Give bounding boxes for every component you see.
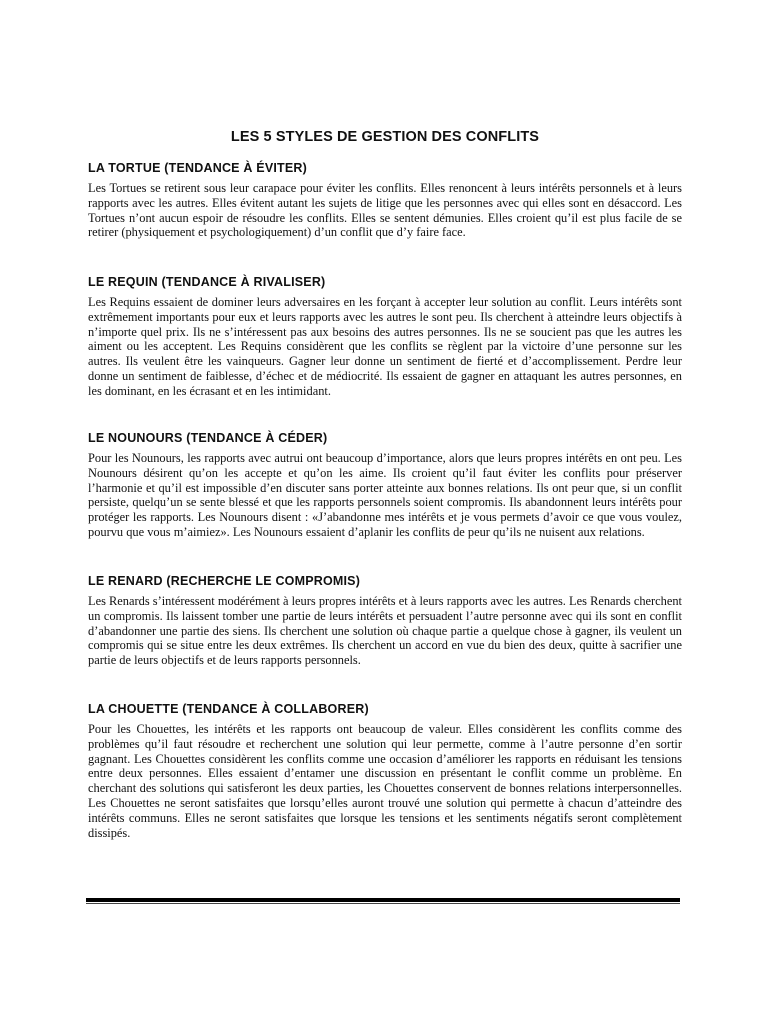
- section-tortue: [88, 161, 682, 240]
- section-heading-requin: LE REQUIN (TENDANCE À RIVALISER): [88, 275, 326, 289]
- section-text-renard: Les Renards s’intéressent modérément à leurs propres intérêts et à leurs rapports avec les autres. Les Renards cherchent un compromis. Ils laissent tomber une partie de leurs intérêts et persuadent l’autre personne avec qui ils sont en conflit d’abandonner une partie des siens. Ils cherchent une solution où chaque partie a quelque chose à gagner, ils veulent un compromis qui se situe entre les deux extrêmes. Ils cherchent un accord en vue du bien des deux, quitte à sacrifier une partie de leurs objectifs et de leurs rapports personnels.: [88, 594, 682, 668]
- section-heading-tortue: LA TORTUE (TENDANCE À ÉVITER): [88, 161, 307, 175]
- footer-rule-thick: [86, 898, 680, 902]
- document-title: LES 5 STYLES DE GESTION DES CONFLITS: [230, 129, 540, 145]
- section-text-requin: Les Requins essaient de dominer leurs adversaires en les forçant à accepter leur solution au conflit. Leurs intérêts sont extrêmement importants pour eux et leurs rapports avec les autres le sont peu. Ils cherchent à atteindre leurs objectifs à n’importe quel prix. Ils ne s’intéressent pas aux besoins des autres personnes. Ils ne se soucient pas que les autres les aiment ou les acceptent. Les Requins considèrent que les conflits se règlent par la victoire d’une personne sur les autres. Ils veulent être les vainqueurs. Gagner leur donne un sentiment de fierté et d’accomplissement. Perdre leur donne un sentiment de faiblesse, d’échec et de médiocrité. Ils essaient de gagner en attaquant les autres personnes, en les dominant, en les écrasant et en les intimidant.: [88, 295, 682, 398]
- section-text-nounours: Pour les Nounours, les rapports avec autrui ont beaucoup d’importance, alors que leurs propres intérêts en ont peu. Les Nounours désirent qu’on les accepte et qu’on les aime. Ils croient qu’il faut éviter les conflits pour préserver l’harmonie et qu’il est impossible d’en discuter sans porter atteinte aux bonnes relations. Ils ont peur que, si un conflit persiste, quelqu’un se sente blessé et que les rapports personnels soient compromis. Ils abandonnent leurs intérêts pour protéger les rapports. Les Nounours disent : «J’abandonne mes intérêts et je vous permets d’avoir ce que vous voulez, pourvu que vous m’aimiez». Les Nounours essaient d’aplanir les conflits de peur qu’ils ne nuisent aux relations.: [88, 451, 682, 539]
- footer-rule-thin: [86, 903, 680, 904]
- section-text-chouette: Pour les Chouettes, les intérêts et les rapports ont beaucoup de valeur. Elles considèrent les conflits comme des problèmes qu’il faut résoudre et recherchent une solution qui leur permette, comme à l’autre personne d’en sortir gagnant. Les Chouettes considèrent les conflits comme une occasion d’améliorer les rapports en réduisant les tensions entre deux personnes. Elles essaient d’entamer une discussion en présentant le conflit comme un problème. En cherchant des solutions qui satisferont les deux parties, les Chouettes conservent de bonnes relations interpersonnelles. Les Chouettes ne seront satisfaites que lorsqu’elles auront trouvé une solution qui permette à chacun d’atteindre des intérêts communs. Elles ne seront satisfaites que lorsque les tensions et les sentiments négatifs seront complètement dissipés.: [88, 722, 682, 840]
- footer-rule: [86, 898, 680, 906]
- section-text-tortue: Les Tortues se retirent sous leur carapace pour éviter les conflits. Elles renoncent à leurs intérêts personnels et à leurs rapports avec les autres. Elles évitent autant les sujets de litige que les personnes avec qui elles sont en désaccord. Les Tortues n’ont aucun espoir de résoudre les conflits. Elles se sentent démunies. Elles croient qu’il est plus facile de se retirer (physiquement et psychologiquement) d’un conflit que d’y faire face.: [88, 181, 682, 240]
- section-requin: [88, 275, 682, 399]
- section-heading-renard: LE RENARD (RECHERCHE LE COMPROMIS): [88, 574, 361, 588]
- section-chouette: [88, 702, 682, 840]
- section-renard: [88, 574, 682, 668]
- section-heading-chouette: LA CHOUETTE (TENDANCE À COLLABORER): [88, 702, 369, 716]
- section-nounours: [88, 431, 682, 540]
- section-heading-nounours: LE NOUNOURS (TENDANCE À CÉDER): [88, 431, 328, 445]
